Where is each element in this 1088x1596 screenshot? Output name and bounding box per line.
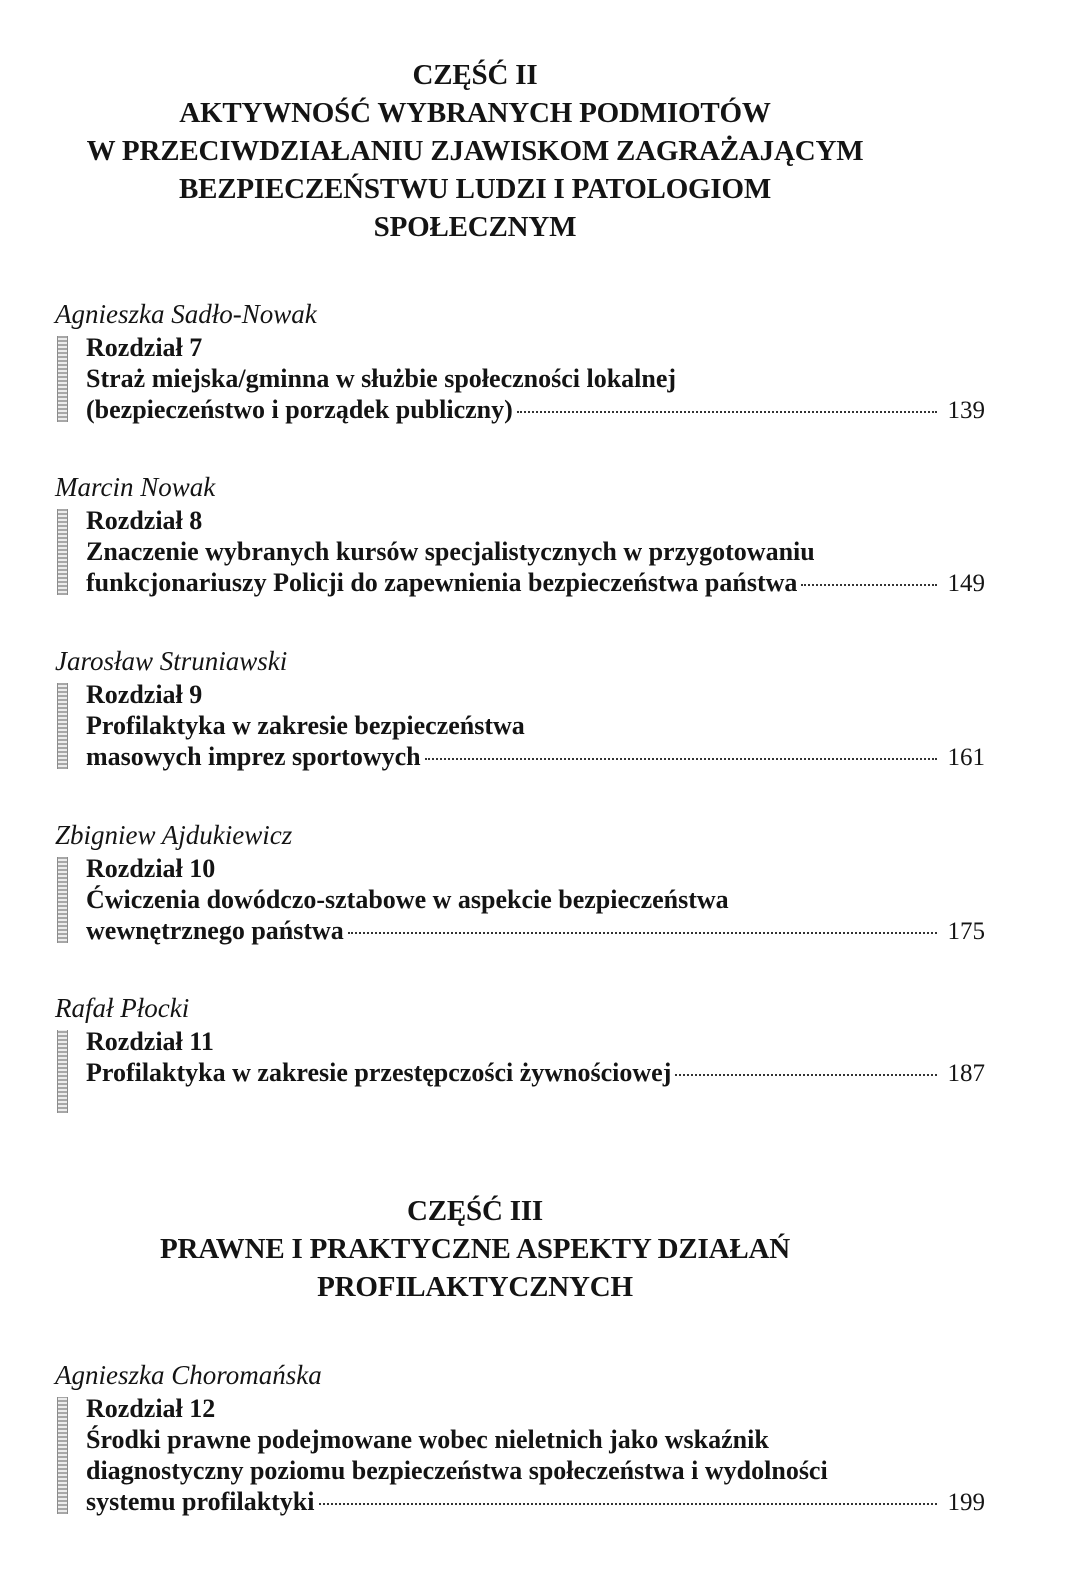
chapter-number: Rozdział 9	[86, 680, 203, 709]
chapter-title-line: masowych imprez sportowych	[86, 742, 421, 771]
author-name: Zbigniew Ajdukiewicz	[55, 820, 293, 850]
toc-entry-chapter-11[interactable]	[55, 992, 985, 1117]
chapter-title-line: Środki prawne podejmowane wobec nieletnich jako wskaźnik	[86, 1425, 769, 1454]
author-name: Jarosław Struniawski	[55, 646, 288, 676]
chapter-number: Rozdział 11	[86, 1027, 214, 1056]
page-number[interactable]: 161	[947, 744, 985, 771]
entry-body	[55, 679, 985, 773]
dot-leader	[675, 1074, 937, 1076]
chapter-title-line: Straż miejska/gminna w służbie społeczności lokalnej	[86, 364, 677, 393]
page-number[interactable]: 149	[947, 570, 985, 597]
page-number[interactable]: 175	[947, 918, 985, 945]
part-3-label: CZĘŚĆ III	[406, 1195, 543, 1227]
author-name: Agnieszka Sadło-Nowak	[55, 299, 317, 329]
margin-bar	[57, 1030, 68, 1113]
toc-entry-chapter-8[interactable]	[55, 471, 985, 599]
chapter-title-line: Ćwiczenia dowódczo-sztabowe w aspekcie bezpieczeństwa	[86, 885, 729, 914]
chapter-title-last-line	[86, 1057, 985, 1089]
chapter-title-last-line	[86, 1486, 985, 1518]
entry-body	[55, 1393, 985, 1518]
margin-bar	[57, 509, 68, 595]
part-2-title-line: AKTYWNOŚĆ WYBRANYCH PODMIOTÓW	[179, 97, 771, 129]
author-name: Agnieszka Choromańska	[55, 1360, 322, 1390]
page-number[interactable]: 139	[947, 397, 985, 424]
chapter-title-line: Profilaktyka w zakresie bezpieczeństwa	[86, 711, 525, 740]
chapter-title-line: (bezpieczeństwo i porządek publiczny)	[86, 395, 513, 424]
dot-leader	[319, 1503, 938, 1505]
entry-body	[55, 332, 985, 426]
chapter-title-line: wewnętrznego państwa	[86, 916, 344, 945]
chapter-number: Rozdział 10	[86, 854, 216, 883]
dot-leader	[348, 932, 937, 934]
part-2-label: CZĘŚĆ II	[412, 59, 538, 91]
margin-bar	[57, 857, 68, 943]
toc-entry-chapter-9[interactable]	[55, 645, 985, 773]
chapter-number: Rozdział 12	[86, 1394, 216, 1423]
margin-bar	[57, 1397, 68, 1514]
toc-entry-chapter-10[interactable]	[55, 819, 985, 947]
chapter-title-last-line	[86, 394, 985, 426]
chapter-title-last-line	[86, 741, 985, 773]
part-2-title-line: W PRZECIWDZIAŁANIU ZJAWISKOM ZAGRAŻAJĄCYM	[86, 135, 864, 167]
chapter-title-last-line	[86, 567, 985, 599]
part-2-title-line: BEZPIECZEŃSTWU LUDZI I PATOLOGIOM	[178, 173, 772, 205]
part-3-title-line: PROFILAKTYCZNYCH	[317, 1271, 633, 1303]
dot-leader	[801, 584, 937, 586]
chapter-title-line: funkcjonariuszy Policji do zapewnienia bezpieczeństwa państwa	[86, 568, 798, 597]
entry-body	[55, 1026, 985, 1117]
toc-entry-chapter-12[interactable]	[55, 1359, 985, 1518]
chapter-title-last-line	[86, 915, 985, 947]
chapter-title-line: systemu profilaktyki	[86, 1487, 315, 1516]
margin-bar	[57, 683, 68, 769]
author-name: Rafał Płocki	[55, 993, 190, 1023]
part-3-heading	[0, 1192, 950, 1306]
dot-leader	[425, 758, 937, 760]
part-2-heading	[0, 56, 950, 246]
entry-body	[55, 853, 985, 947]
author-name: Marcin Nowak	[55, 472, 216, 502]
entry-body	[55, 505, 985, 599]
chapter-number: Rozdział 8	[86, 506, 203, 535]
dot-leader	[517, 411, 937, 413]
part-3-title-line: PRAWNE I PRAKTYCZNE ASPEKTY DZIAŁAŃ	[159, 1233, 790, 1265]
part-2-title-line: SPOŁECZNYM	[373, 211, 577, 243]
toc-entry-chapter-7[interactable]	[55, 298, 985, 426]
chapter-title-line: Znaczenie wybranych kursów specjalistycznych w przygotowaniu	[86, 537, 815, 566]
page-number[interactable]: 187	[947, 1060, 985, 1087]
chapter-title-line: Profilaktyka w zakresie przestępczości żywnościowej	[86, 1058, 672, 1087]
chapter-number: Rozdział 7	[86, 333, 203, 362]
page-number[interactable]: 199	[947, 1489, 985, 1516]
margin-bar	[57, 336, 68, 422]
chapter-title-line: diagnostyczny poziomu bezpieczeństwa społeczeństwa i wydolności	[86, 1456, 828, 1485]
